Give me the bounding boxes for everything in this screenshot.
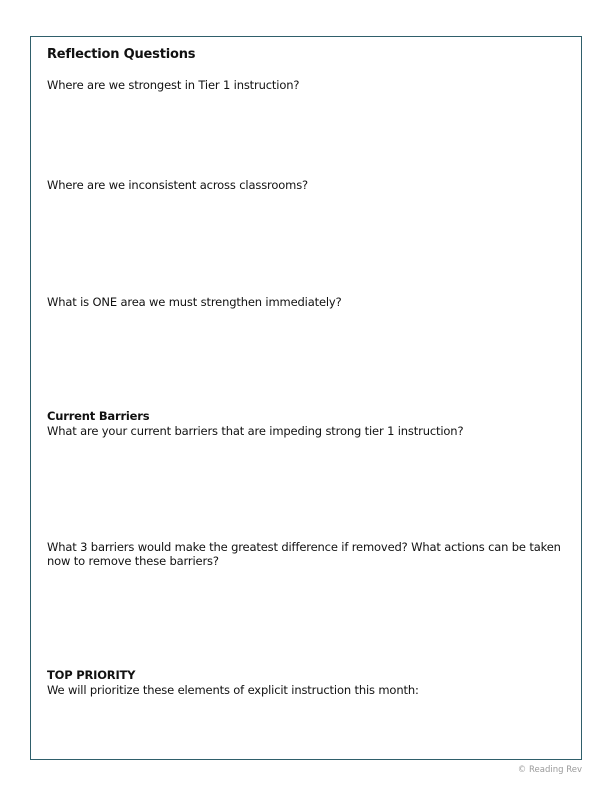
reflection-section <box>47 47 561 62</box>
question-text: Where are we inconsistent across classrooms? <box>47 178 308 192</box>
question-text: Where are we strongest in Tier 1 instruction? <box>47 78 300 92</box>
worksheet-frame <box>30 36 582 760</box>
question-inconsistent <box>47 178 561 192</box>
section-heading-priority: TOP PRIORITY <box>47 668 136 682</box>
question-text: What are your current barriers that are impeding strong tier 1 instruction? <box>47 424 464 438</box>
priority-section <box>47 668 561 697</box>
question-text: What 3 barriers would make the greatest difference if removed? What actions can be taken now to remove these barriers? <box>47 540 561 568</box>
question-one-area <box>47 295 561 309</box>
priority-statement: We will prioritize these elements of explicit instruction this month: <box>47 683 419 697</box>
section-title-reflection: Reflection Questions <box>47 47 196 62</box>
copyright-footer: © Reading Rev <box>517 765 582 775</box>
question-strongest <box>47 78 561 92</box>
barriers-section <box>47 409 561 438</box>
question-text: What is ONE area we must strengthen immediately? <box>47 295 342 309</box>
section-heading-barriers: Current Barriers <box>47 409 150 423</box>
question-three-barriers <box>47 540 561 568</box>
